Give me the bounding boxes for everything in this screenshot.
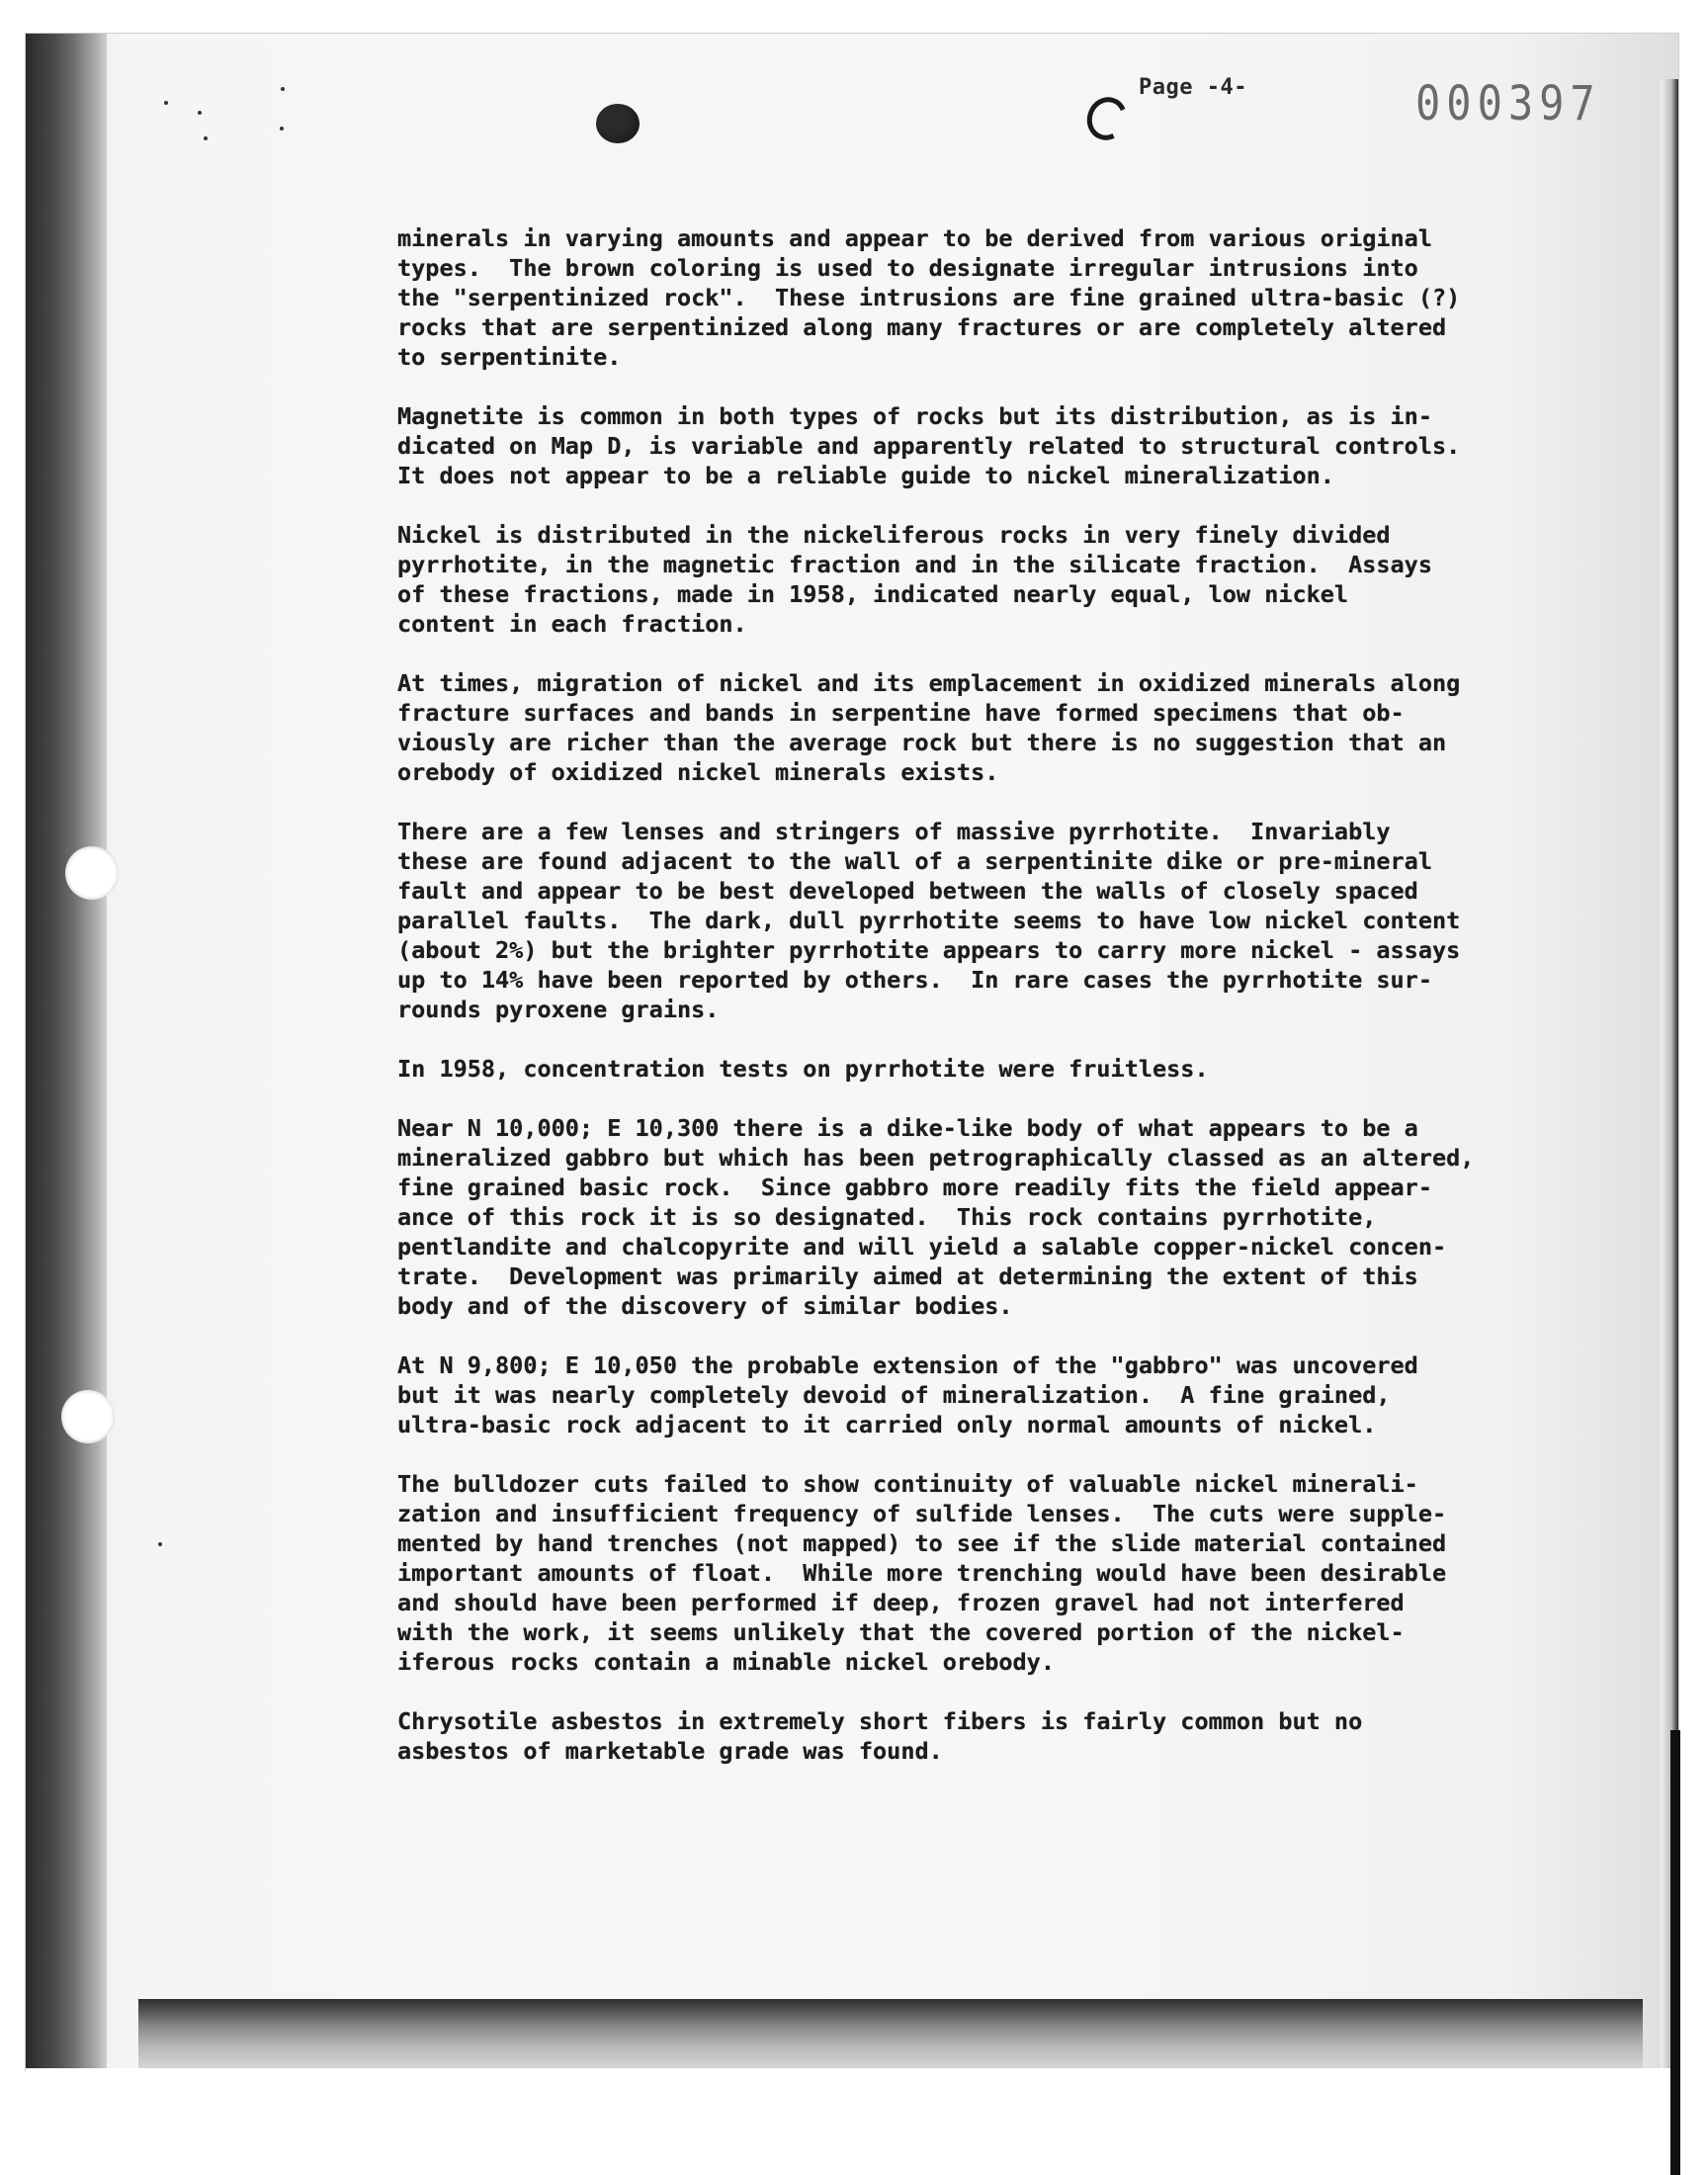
speck: [280, 127, 284, 130]
speck: [281, 87, 285, 91]
bottom-scan-shadow: [138, 1999, 1643, 2068]
speck: [158, 1542, 162, 1546]
paragraph-asbestos: Chrysotile asbestos in extremely short fibers is fairly common but no asbestos of marketable grade was found.: [397, 1707, 1363, 1765]
right-edge-dark: [1670, 1730, 1680, 2175]
ink-spot: [596, 104, 640, 143]
binding-edge-shadow: [26, 34, 107, 2070]
speck: [198, 111, 202, 115]
punch-hole-upper: [65, 846, 119, 900]
punch-hole-lower: [61, 1390, 115, 1443]
paragraph-gabbro-extension: At N 9,800; E 10,050 the probable extension of the "gabbro" was uncovered but it was nearly completely devoid of mineralization. A fine grained, ultra-basic rock adjacent to it carried only normal amounts of nickel.: [397, 1351, 1418, 1438]
document-body: [397, 223, 1554, 1795]
paragraph-gabbro-body: Near N 10,000; E 10,300 there is a dike-like body of what appears to be a mineralized gabbro but which has been petrographically classed as an altered, fine grained basic rock. Since gabbro more readily fits the field appear- ance of this rock it is so designated. This rock contains pyrrhotite, pentlandite and chalcopyrite and will yield a salable copper-nickel concen- trate. Development was primarily aimed at determining the extent of this body and of the discovery of similar bodies.: [397, 1114, 1475, 1320]
document-number: 000397: [1415, 75, 1601, 131]
paragraph-nickel-migration: At times, migration of nickel and its emplacement in oxidized minerals along fracture surfaces and bands in serpentine have formed specimens that ob- viously are richer than the average rock but there is no suggestion that an orebody of oxidized nickel minerals exists.: [397, 669, 1461, 786]
bottom-margin: [26, 2068, 1678, 2175]
speck: [204, 136, 208, 140]
paragraph-magnetite: Magnetite is common in both types of rocks but its distribution, as is in- dicated on Map D, is variable and apparently related to structural controls. It does not appear to be a reliable guide to nickel mineralization.: [397, 402, 1461, 489]
paragraph-pyrrhotite-lenses: There are a few lenses and stringers of massive pyrrhotite. Invariably these are found adjacent to the wall of a serpentinite dike or pre-mineral fault and appear to be best developed between the walls of closely spaced parallel faults. The dark, dull pyrrhotite seems to have low nickel content (about 2%) but the brighter pyrrhotite appears to carry more nickel - assays up to 14% have been reported by others. In rare cases the pyrrhotite sur- rounds pyroxene grains.: [397, 818, 1461, 1023]
page-number-label: Page -4-: [1139, 75, 1247, 100]
paragraph-nickel-distribution: Nickel is distributed in the nickeliferous rocks in very finely divided pyrrhotite, in the magnetic fraction and in the silicate fraction. Assays of these fractions, made in 1958, indicated nearly equal, low nickel content in each fraction.: [397, 521, 1432, 638]
speck: [164, 101, 168, 105]
paragraph-bulldozer-cuts: The bulldozer cuts failed to show continuity of valuable nickel minerali- zation and insufficient frequency of sulfide lenses. The cuts were supple- mented by hand trenches (not mapped) to see if the slide material contained important amounts of float. While more trenching would have been desirable and should have been performed if deep, frozen gravel had not interfered with the work, it seems unlikely that the covered portion of the nickel- iferous rocks contain a minable nickel orebody.: [397, 1470, 1447, 1676]
paragraph-concentration-tests: In 1958, concentration tests on pyrrhotite were fruitless.: [397, 1055, 1209, 1083]
paragraph-mineral-types: minerals in varying amounts and appear to be derived from various original types. The brown coloring is used to designate irregular intrusions into the "serpentinized rock". These intrusions are fine grained ultra-basic (?) rocks that are serpentinized along many fractures or are completely altered to serpentinite.: [397, 224, 1461, 371]
